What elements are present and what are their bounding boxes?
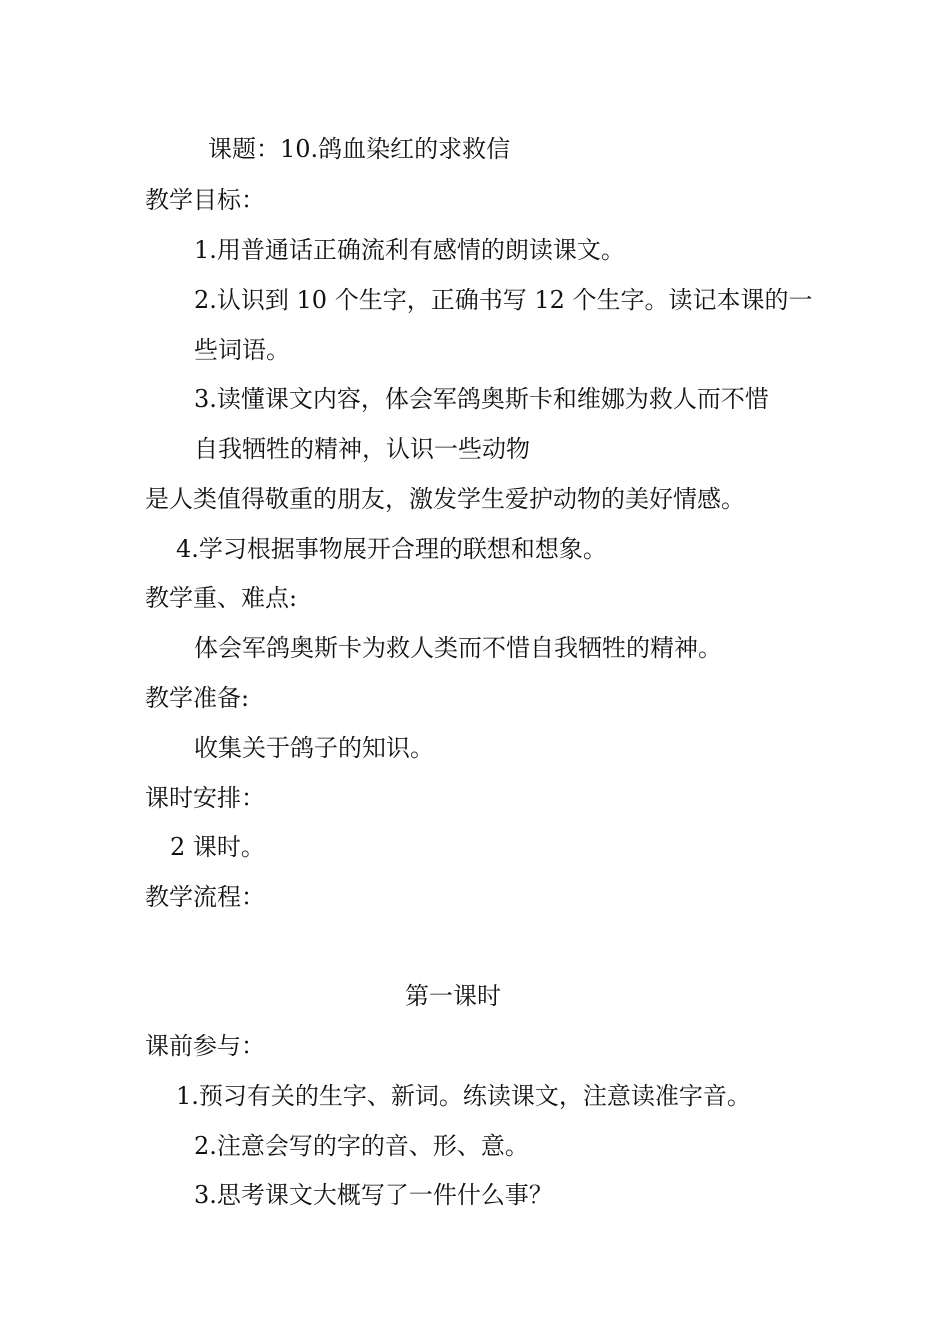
key-points-heading: 教学重、难点: [145, 584, 298, 612]
preparation-heading: 教学准备: [145, 684, 250, 712]
objective-item: 3.读懂课文内容，体会军鸽奥斯卡和维娜为救人而不惜 [194, 385, 769, 413]
pre-class-item: 2.注意会写的字的音、形、意。 [194, 1132, 529, 1160]
pre-class-heading: 课前参与： [145, 1032, 265, 1060]
objective-item-continuation: 自我牺牲的精神，认识一些动物 [194, 435, 530, 463]
objective-item: 4.学习根据事物展开合理的联想和想象。 [176, 535, 607, 563]
objective-item: 1.用普通话正确流利有感情的朗读课文。 [194, 236, 625, 264]
lesson-topic-title: 课题：10.鸽血染红的求救信 [208, 135, 511, 163]
pre-class-item: 3.思考课文大概写了一件什么事？ [194, 1181, 553, 1209]
key-points-text: 体会军鸽奥斯卡为救人类而不惜自我牺牲的精神。 [194, 634, 722, 662]
schedule-text: 2 课时。 [170, 833, 265, 861]
pre-class-item: 1.预习有关的生字、新词。练读课文，注意读准字音。 [176, 1082, 751, 1110]
objective-item-continuation: 是人类值得敬重的朋友，激发学生爱护动物的美好情感。 [145, 485, 745, 513]
objectives-heading: 教学目标： [145, 186, 265, 214]
objective-item-continuation: 些词语。 [194, 336, 290, 364]
objective-item: 2.认识到 10 个生字，正确书写 12 个生字。读记本课的一 [194, 286, 813, 314]
preparation-text: 收集关于鸽子的知识。 [194, 734, 434, 762]
process-heading: 教学流程： [145, 883, 265, 911]
schedule-heading: 课时安排： [145, 784, 265, 812]
lesson-section-title: 第一课时 [405, 982, 501, 1010]
